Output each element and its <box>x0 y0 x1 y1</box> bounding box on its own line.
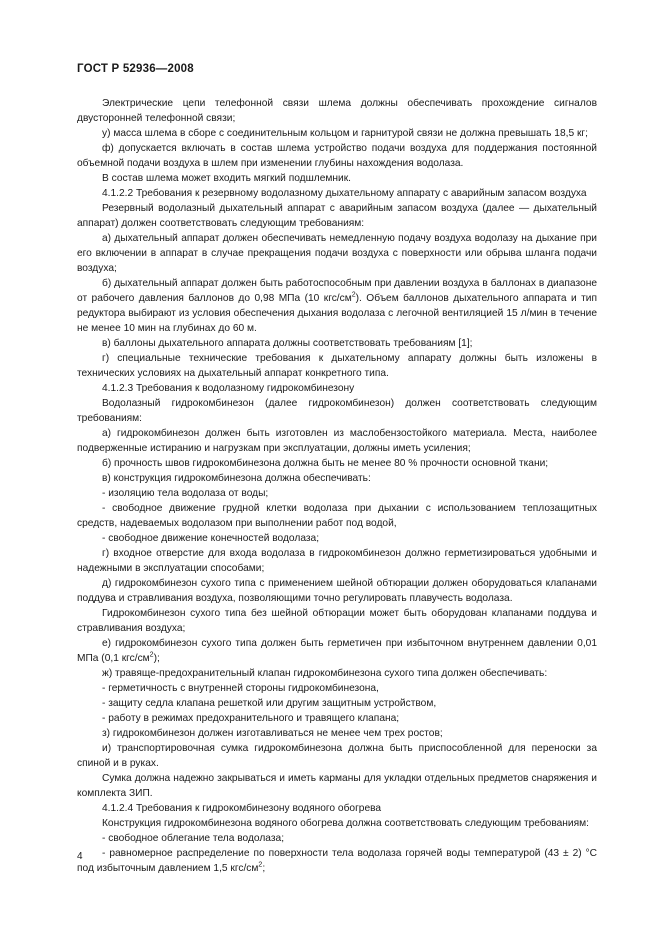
paragraph: и) транспортировочная сумка гидрокомбинезона должна быть приспособленной для переноски за спиной и в руках. <box>77 743 597 769</box>
paragraph: в) конструкция гидрокомбинезона должна обеспечивать: <box>102 473 371 484</box>
paragraph: Резервный водолазный дыхательный аппарат с аварийным запасом воздуха (далее — дыхательный аппарат) должен соответствовать следующим требованиям: <box>77 203 597 229</box>
list-item: - работу в режимах предохранительного и травящего клапана; <box>102 713 400 724</box>
paragraph: Сумка должна надежно закрываться и иметь карманы для укладки отдельных предметов снаряжения и комплекта ЗИП. <box>77 773 597 799</box>
section-heading: 4.1.2.3 Требования к водолазному гидрокомбинезону <box>102 383 355 394</box>
paragraph: Гидрокомбинезон сухого типа без шейной обтюрации может быть оборудован клапанами поддува и стравливания воздуха; <box>77 608 597 634</box>
list-item: - свободное облегание тела водолаза; <box>102 833 285 844</box>
paragraph: у) масса шлема в сборе с соединительным кольцом и гарнитурой связи не должна превышать 18,5 кг; <box>102 128 588 139</box>
paragraph: г) специальные технические требования к дыхательному аппарату должны быть изложены в технических условиях на дыхательный аппарат конкретного типа. <box>77 353 597 379</box>
paragraph: д) гидрокомбинезон сухого типа с применением шейной обтюрации должен оборудоваться клапанами поддува и стравливания воздуха, позволяющими точно регулировать плавучесть водолаза. <box>77 578 597 604</box>
paragraph: б) дыхательный аппарат должен быть работоспособным при давлении воздуха в баллонах в диапазоне от рабочего давления баллонов до 0,98 МПа (10 кгс/$см^2$). Объем баллонов дыхательного аппарата и тип редуктора выбирают из условия обеспечения дыхания водолаза с легочной вентиляцией 15 л/мин в течение не менее 10 мин на глубинах до 60 м. <box>77 278 598 334</box>
section-heading: 4.1.2.4 Требования к гидрокомбинезону водяного обогрева <box>102 803 382 814</box>
paragraph: Электрические цепи телефонной связи шлема должны обеспечивать прохождение сигналов двусторонней телефонной связи; <box>77 98 597 124</box>
list-item: - равномерное распределение по поверхности тела водолаза горячей воды температурой (43 ± 2) °С под избыточным давлением 1,5 кгс/$см^2$; <box>77 848 597 874</box>
paragraph: ф) допускается включать в состав шлема устройство подачи воздуха для поддержания постоянной объемной подачи воздуха в шлем при изменении глубины нахождения водолаза. <box>77 143 597 169</box>
paragraph: в) баллоны дыхательного аппарата должны соответствовать требованиям [1]; <box>102 338 473 349</box>
paragraph: Водолазный гидрокомбинезон (далее гидрокомбинезон) должен соответствовать следующим требованиям: <box>77 398 597 424</box>
list-item: - изоляцию тела водолаза от воды; <box>102 488 269 499</box>
document-header: ГОСТ Р 52936—2008 <box>77 63 194 75</box>
paragraph: е) гидрокомбинезон сухого типа должен быть герметичен при избыточном внутреннем давлении 0,01 МПа (0,1 кгс/$см^2$); <box>77 638 597 664</box>
paragraph: з) гидрокомбинезон должен изготавливаться не менее чем трех ростов; <box>102 728 443 739</box>
paragraph: В состав шлема может входить мягкий подшлемник. <box>102 173 352 184</box>
paragraph: ж) травяще-предохранительный клапан гидрокомбинезона сухого типа должен обеспечивать: <box>102 668 548 679</box>
page-number: 4 <box>77 851 83 862</box>
list-item: - защиту седла клапана решеткой или другим защитным устройством, <box>102 698 437 709</box>
list-item: - герметичность с внутренней стороны гидрокомбинезона, <box>102 683 379 694</box>
paragraph: а) дыхательный аппарат должен обеспечивать немедленную подачу воздуха водолазу на дыхание при его включении в аппарат в случае прекращения подачи воздуха с поверхности или обрыва шланга подачи воздуха; <box>77 233 597 274</box>
paragraph: б) прочность швов гидрокомбинезона должна быть не менее 80 % прочности основной ткани; <box>102 458 549 469</box>
page-body <box>77 96 597 876</box>
section-heading: 4.1.2.2 Требования к резервному водолазному дыхательному аппарату с аварийным запасом воздуха <box>102 188 587 199</box>
list-item: - свободное движение грудной клетки водолаза при дыхании с использованием теплозащитных средств, надеваемых водолазом при выполнении работ под водой, <box>77 503 597 529</box>
paragraph: Конструкция гидрокомбинезона водяного обогрева должна соответствовать следующим требованиям: <box>102 818 589 829</box>
paragraph: а) гидрокомбинезон должен быть изготовлен из маслобензостойкого материала. Места, наиболее подверженные истиранию и нагрузкам при эксплуатации, должны иметь усиления; <box>77 428 597 454</box>
list-item: - свободное движение конечностей водолаза; <box>102 533 320 544</box>
paragraph: г) входное отверстие для входа водолаза в гидрокомбинезон должно герметизироваться удобными и надежными в эксплуатации способами; <box>77 548 597 574</box>
